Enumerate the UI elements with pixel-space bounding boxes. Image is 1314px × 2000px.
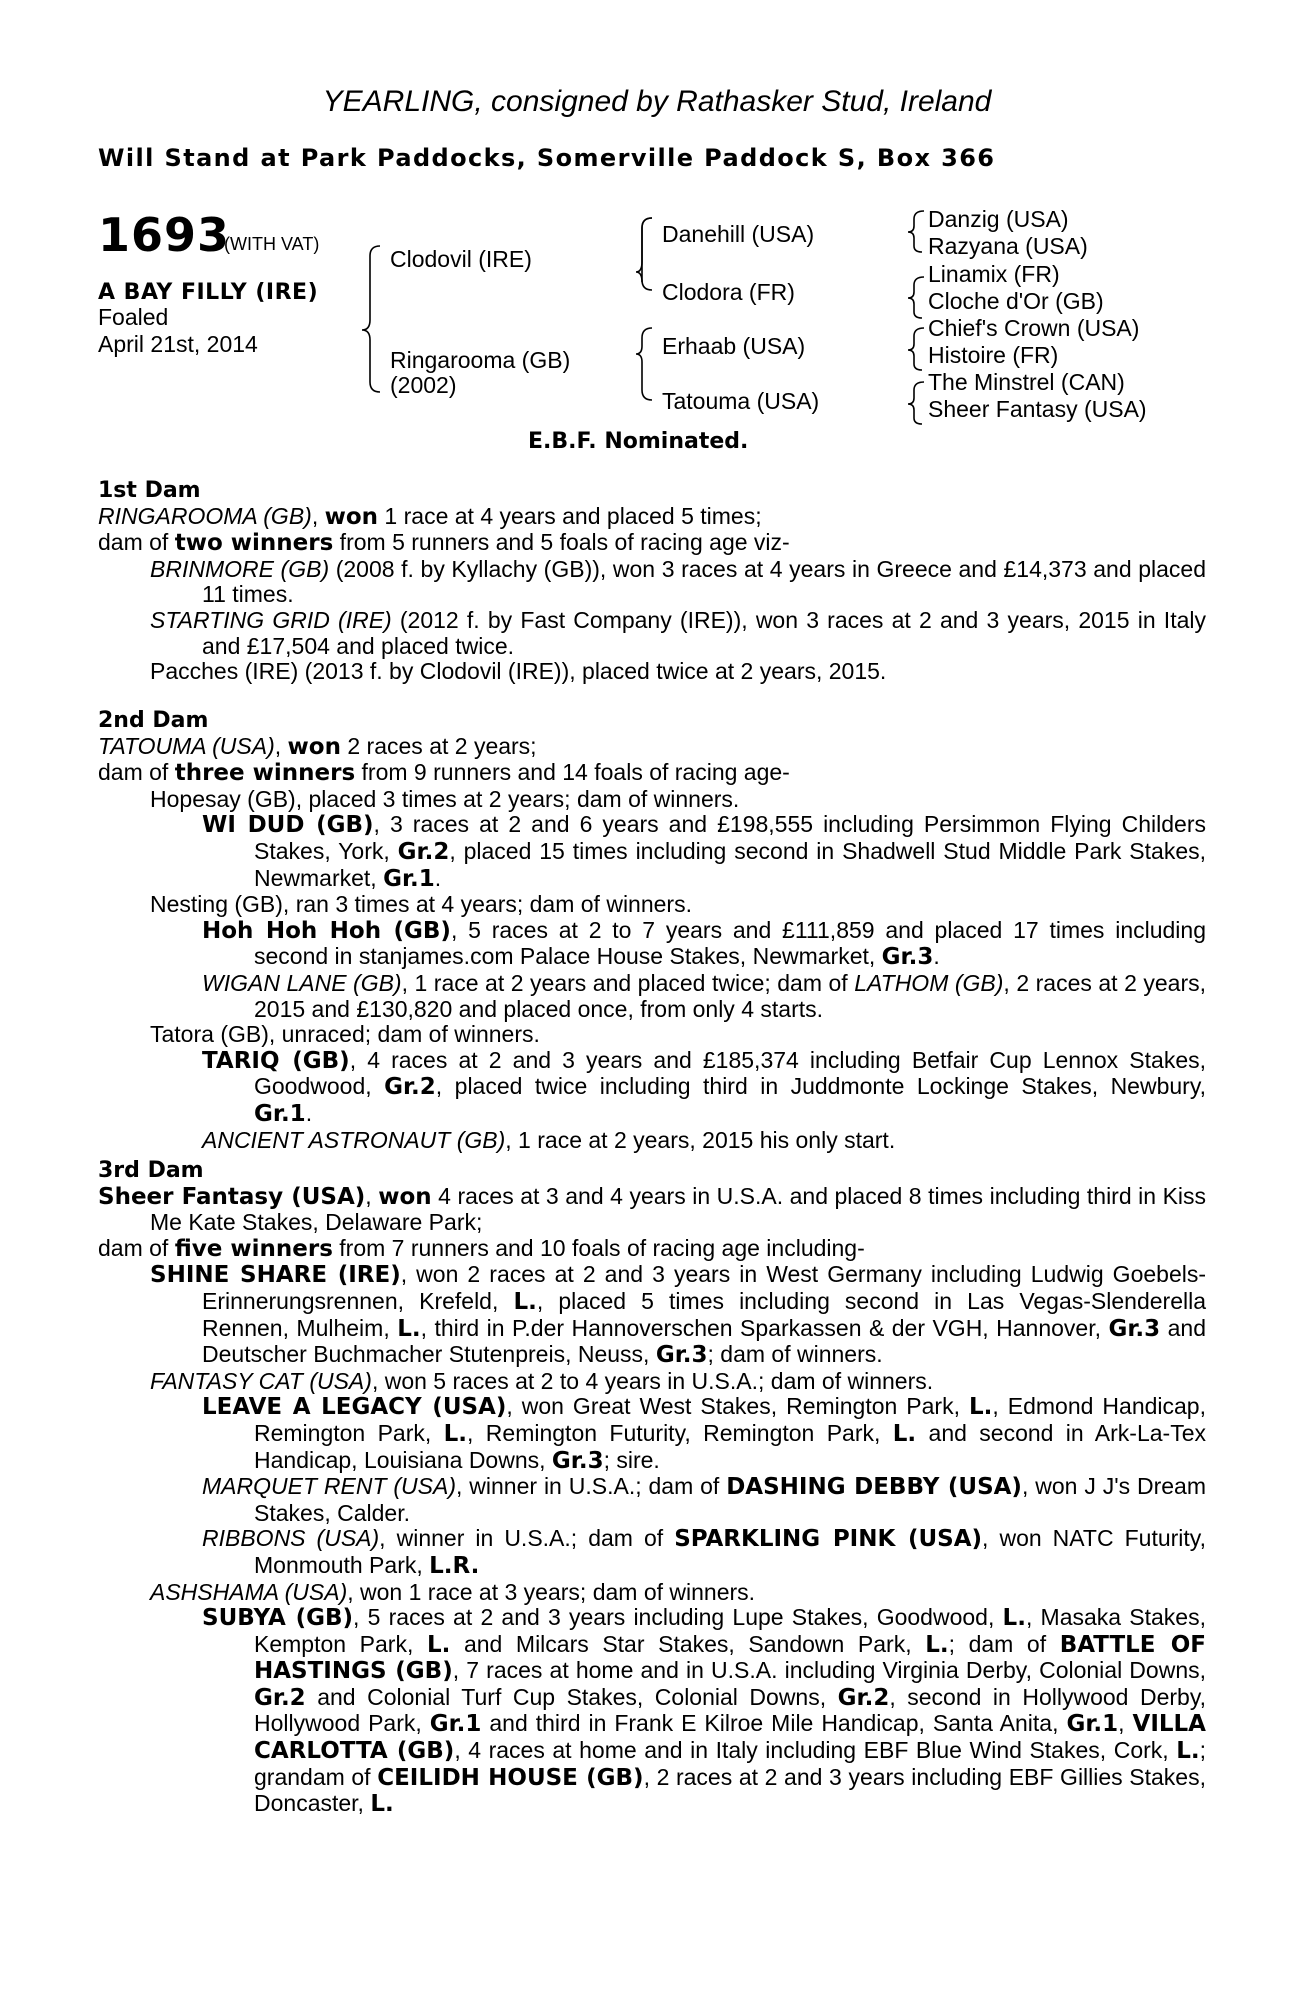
pedigree-g6: Histoire (FR) <box>928 342 1059 368</box>
ebf-nominated: E.B.F. Nominated. <box>528 429 749 454</box>
pedigree-g3: Linamix (FR) <box>928 261 1060 287</box>
pedigree-sire-dam: Clodora (FR) <box>662 279 795 305</box>
second-dam-section <box>98 708 1206 1153</box>
produce-entry: MARQUET RENT (USA), winner in U.S.A.; dam of DASHING DEBBY (USA), won J J's Dream Stakes, Calder. <box>202 1473 1207 1526</box>
pedigree-dam-year: (2002) <box>390 372 457 398</box>
produce-entry: FANTASY CAT (USA), won 5 races at 2 to 4 years in U.S.A.; dam of winners. <box>150 1367 934 1394</box>
vat-label: (WITH VAT) <box>224 234 320 254</box>
first-dam-section <box>98 478 1206 685</box>
produce-entry: LEAVE A LEGACY (USA), won Great West Stakes, Remington Park, L., Edmond Handicap, Remington Park, L., Remington Futurity, Remington Park, L. and second in Ark-La-Tex Handicap, Louisiana Downs, Gr.3; sire. <box>202 1393 1206 1474</box>
foaled-label: Foaled <box>98 304 169 330</box>
produce-entry: TARIQ (GB), 4 races at 2 and 3 years and £185,374 including Betfair Cup Lennox Stakes, Goodwood, Gr.2, placed twice including third in Juddmonte Lockinge Stakes, Newbury, Gr.1. <box>202 1046 1207 1127</box>
produce-entry: Nesting (GB), ran 3 times at 4 years; dam of winners. <box>150 891 692 918</box>
produce-entry: Tatora (GB), unraced; dam of winners. <box>150 1021 540 1048</box>
pedigree-g1: Danzig (USA) <box>928 206 1069 232</box>
produce-entry: Hopesay (GB), placed 3 times at 2 years; dam of winners. <box>150 785 740 812</box>
produce-entry: WIGAN LANE (GB), 1 race at 2 years and placed twice; dam of LATHOM (GB), 2 races at 2 years, 2015 and £130,820 and placed once, from only 4 starts. <box>202 969 1207 1022</box>
produce-entry: ASHSHAMA (USA), won 1 race at 3 years; dam of winners. <box>150 1578 756 1605</box>
produce-entry: STARTING GRID (IRE) (2012 f. by Fast Company (IRE)), won 3 races at 2 and 3 years, 2015 in Italy and £17,504 and placed twice. <box>150 606 1206 659</box>
foaled-date: April 21st, 2014 <box>98 331 258 357</box>
produce-summary: dam of five winners from 7 runners and 10 foals of racing age including- <box>98 1234 865 1262</box>
pedigree-dam: Ringarooma (GB) <box>390 347 571 373</box>
dam-summary: TATOUMA (USA), won 2 races at 2 years; <box>98 732 537 760</box>
pedigree-g7: The Minstrel (CAN) <box>928 369 1125 395</box>
dam-summary: Sheer Fantasy (USA), won 4 races at 3 and 4 years in U.S.A. and placed 8 times including third in Kiss Me Kate Stakes, Delaware Park; <box>98 1182 1207 1236</box>
third-dam-section <box>98 1158 1206 1818</box>
produce-entry: Hoh Hoh Hoh (GB), 5 races at 2 to 7 years and £111,859 and placed 17 times including second in stanjames.com Palace House Stakes, Newmarket, Gr.3. <box>202 916 1206 971</box>
pedigree-g5: Chief's Crown (USA) <box>928 315 1140 341</box>
pedigree-sire: Clodovil (IRE) <box>390 246 532 272</box>
consignment-header: YEARLING, consigned by Rathasker Stud, Ireland <box>322 85 992 118</box>
section-heading: 1st Dam <box>98 478 201 503</box>
section-heading: 3rd Dam <box>98 1158 204 1183</box>
pedigree-sire-sire: Danehill (USA) <box>662 221 815 247</box>
lot-number: 1693 <box>98 208 231 262</box>
section-heading: 2nd Dam <box>98 708 209 733</box>
pedigree-g8: Sheer Fantasy (USA) <box>928 396 1147 422</box>
produce-summary: dam of three winners from 9 runners and 14 foals of racing age- <box>98 759 790 787</box>
stand-location: Will Stand at Park Paddocks, Somerville Paddock S, Box 366 <box>98 144 996 172</box>
produce-entry: SUBYA (GB), 5 races at 2 and 3 years including Lupe Stakes, Goodwood, L., Masaka Stakes, Kempton Park, L. and Milcars Star Stakes, Sandown Park, L.; dam of BATTLE OF HASTINGS (GB), 7 races at home and in U.S.A. including Virginia Derby, Colonial Downs, Gr.2 and Colonial Turf Cup Stakes, Colonial Downs, Gr.2, second in Hollywood Derby, Hollywood Park, Gr.1 and third in Frank E Kilroe Mile Handicap, Santa Anita, Gr.1, VILLA CARLOTTA (GB), 4 races at home and in Italy including EBF Blue Wind Stakes, Cork, L.; grandam of CEILIDH HOUSE (GB), 2 races at 2 and 3 years including EBF Gillies Stakes, Doncaster, L. <box>202 1604 1207 1818</box>
produce-entry: SHINE SHARE (IRE), won 2 races at 2 and 3 years in West Germany including Ludwig Goebels-Erinnerungsrennen, Krefeld, L., placed 5 times including second in Las Vegas-Slenderella Rennen, Mulheim, L., third in P.der Hannoverschen Sparkassen & der VGH, Hannover, Gr.3 and Deutscher Buchmacher Stutenpreis, Neuss, Gr.3; dam of winners. <box>150 1261 1207 1369</box>
pedigree-dam-sire: Erhaab (USA) <box>662 333 806 359</box>
produce-entry: RIBBONS (USA), winner in U.S.A.; dam of SPARKLING PINK (USA), won NATC Futurity, Monmouth Park, L.R. <box>202 1525 1206 1579</box>
pedigree-g4: Cloche d'Or (GB) <box>928 288 1104 314</box>
produce-entry: Pacches (IRE) (2013 f. by Clodovil (IRE)), placed twice at 2 years, 2015. <box>150 658 887 685</box>
horse-name: A BAY FILLY (IRE) <box>98 280 319 305</box>
pedigree-dam-dam: Tatouma (USA) <box>662 388 820 414</box>
dam-summary: RINGAROOMA (GB), won 1 race at 4 years and placed 5 times; <box>98 502 762 530</box>
produce-entry: WI DUD (GB), 3 races at 2 and 6 years and £198,555 including Persimmon Flying Childers Stakes, York, Gr.2, placed 15 times including second in Shadwell Stud Middle Park Stakes, Newmarket, Gr.1. <box>202 811 1207 892</box>
produce-entry: ANCIENT ASTRONAUT (GB), 1 race at 2 years, 2015 his only start. <box>202 1126 896 1153</box>
produce-summary: dam of two winners from 5 runners and 5 foals of racing age viz- <box>98 529 790 557</box>
produce-entry: BRINMORE (GB) (2008 f. by Kyllachy (GB)), won 3 races at 4 years in Greece and £14,373 and placed 11 times. <box>150 555 1207 608</box>
pedigree-g2: Razyana (USA) <box>928 233 1088 259</box>
